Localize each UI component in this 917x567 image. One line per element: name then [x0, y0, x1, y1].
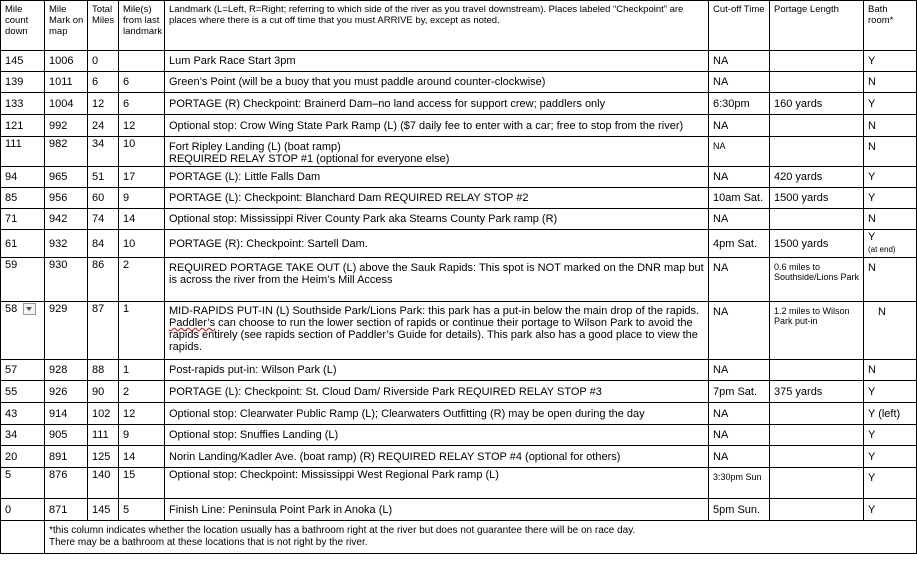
table-row	[1, 403, 917, 425]
countdown-value: 58	[5, 303, 18, 315]
countdown-cell: 94	[1, 167, 45, 188]
cutoff-cell: 4pm Sat.	[709, 230, 770, 258]
table-row	[1, 137, 917, 167]
total-miles-cell: 90	[88, 381, 119, 403]
bathroom-cell: N	[864, 137, 917, 167]
landmark-text: Fort Ripley Landing (L) (boat ramp)	[169, 141, 341, 153]
countdown-cell: 85	[1, 188, 45, 209]
table-row	[1, 51, 917, 72]
table-row	[1, 209, 917, 230]
miles-from-last-cell: 1	[119, 302, 165, 360]
total-miles-cell: 86	[88, 258, 119, 302]
portage-cell	[770, 115, 864, 137]
landmark-text-2: REQUIRED RELAY STOP #1 (optional for everyone else)	[169, 153, 450, 165]
miles-from-last-cell: 10	[119, 230, 165, 258]
miles-from-last-cell: 14	[119, 209, 165, 230]
cutoff-cell: 7pm Sat.	[709, 381, 770, 403]
landmark-cell: Optional stop: Mississippi River County Park aka Stearns County Park ramp (R)	[165, 209, 709, 230]
portage-cell	[770, 425, 864, 446]
portage-cell	[770, 72, 864, 93]
landmark-cell: Optional stop: Clearwater Public Ramp (L); Clearwaters Outfitting (R) may be open during the day	[165, 403, 709, 425]
total-miles-cell: 88	[88, 360, 119, 381]
bathroom-cell: Y	[864, 381, 917, 403]
countdown-cell: 55	[1, 381, 45, 403]
table-row	[1, 446, 917, 468]
mile-mark-cell: 992	[45, 115, 88, 137]
footnote-row	[1, 521, 917, 554]
total-miles-cell: 34	[88, 137, 119, 167]
landmark-text-c: can choose to run the lower section of rapids or continue their portage to Wilson Park to avoid the rapids entirely (see rapids section of Paddler’s Guide for details). This park also has a good place to view the rapids.	[169, 317, 698, 353]
header-bathroom: Bath room*	[864, 1, 917, 51]
countdown-cell: 61	[1, 230, 45, 258]
countdown-cell: 34	[1, 425, 45, 446]
portage-cell	[770, 468, 864, 499]
table-row	[1, 72, 917, 93]
mile-mark-cell: 956	[45, 188, 88, 209]
total-miles-cell: 84	[88, 230, 119, 258]
total-miles-cell: 51	[88, 167, 119, 188]
landmark-cell: Post-rapids put-in: Wilson Park (L)	[165, 360, 709, 381]
landmark-cell: REQUIRED PORTAGE TAKE OUT (L) above the Sauk Rapids: This spot is NOT marked on the DNR map but is across the river from the Heim’s Mill Access	[165, 258, 709, 302]
portage-cell: 420 yards	[770, 167, 864, 188]
cutoff-cell: NA	[709, 425, 770, 446]
miles-from-last-cell: 9	[119, 188, 165, 209]
header-miles-from-last: Mile(s) from last landmark	[119, 1, 165, 51]
header-portage: Portage Length	[770, 1, 864, 51]
portage-cell: 375 yards	[770, 381, 864, 403]
bathroom-cell: Y	[864, 167, 917, 188]
cutoff-cell: NA	[709, 209, 770, 230]
bathroom-value: Y	[868, 231, 876, 243]
mile-mark-cell: 1011	[45, 72, 88, 93]
cutoff-cell: NA	[709, 137, 770, 167]
portage-cell: 1500 yards	[770, 188, 864, 209]
footnote-line-1: *this column indicates whether the location usually has a bathroom right at the river but does not guarantee there will be on race day.	[49, 525, 636, 536]
landmark-cell: PORTAGE (L): Little Falls Dam	[165, 167, 709, 188]
mile-mark-cell: 871	[45, 499, 88, 521]
table-row	[1, 468, 917, 499]
header-row	[1, 1, 917, 51]
table-row	[1, 188, 917, 209]
cutoff-cell: 6:30pm	[709, 93, 770, 115]
header-total-miles: Total Miles	[88, 1, 119, 51]
footnote	[45, 521, 917, 554]
bathroom-cell: Y	[864, 51, 917, 72]
total-miles-cell: 125	[88, 446, 119, 468]
total-miles-cell: 145	[88, 499, 119, 521]
landmark-cell: Norin Landing/Kadler Ave. (boat ramp) (R) REQUIRED RELAY STOP #4 (optional for others)	[165, 446, 709, 468]
mile-mark-cell: 929	[45, 302, 88, 360]
total-miles-cell: 111	[88, 425, 119, 446]
mile-mark-cell: 942	[45, 209, 88, 230]
cutoff-cell: NA	[709, 258, 770, 302]
total-miles-cell: 60	[88, 188, 119, 209]
miles-from-last-cell: 9	[119, 425, 165, 446]
mile-mark-cell: 926	[45, 381, 88, 403]
portage-cell	[770, 51, 864, 72]
countdown-cell: 71	[1, 209, 45, 230]
countdown-cell: 43	[1, 403, 45, 425]
table-row	[1, 230, 917, 258]
mile-mark-cell: 876	[45, 468, 88, 499]
chevron-down-icon[interactable]	[23, 303, 36, 315]
total-miles-cell: 24	[88, 115, 119, 137]
mile-mark-cell: 932	[45, 230, 88, 258]
header-landmark: Landmark (L=Left, R=Right; referring to which side of the river as you travel downstream). Places labeled “Checkpoint” are places where there is a cut off time that you must ARRIVE by, except as noted.	[165, 1, 709, 51]
miles-from-last-cell: 2	[119, 258, 165, 302]
header-mile-mark: Mile Mark on map	[45, 1, 88, 51]
cutoff-cell: NA	[709, 403, 770, 425]
cutoff-cell: NA	[709, 446, 770, 468]
total-miles-cell: 74	[88, 209, 119, 230]
landmark-text-b: Paddler’s	[169, 317, 216, 329]
miles-from-last-cell: 1	[119, 360, 165, 381]
table-row	[1, 93, 917, 115]
miles-from-last-cell	[119, 51, 165, 72]
mile-mark-cell: 1004	[45, 93, 88, 115]
table-row	[1, 167, 917, 188]
bathroom-cell: Y	[864, 446, 917, 468]
landmark-cell: PORTAGE (R): Checkpoint: Sartell Dam.	[165, 230, 709, 258]
total-miles-cell: 12	[88, 93, 119, 115]
portage-cell: 160 yards	[770, 93, 864, 115]
mile-mark-cell: 928	[45, 360, 88, 381]
countdown-cell[interactable]	[1, 302, 45, 360]
table-row	[1, 258, 917, 302]
landmark-cell: PORTAGE (L): Checkpoint: St. Cloud Dam/ Riverside Park REQUIRED RELAY STOP #3	[165, 381, 709, 403]
landmark-cell	[165, 302, 709, 360]
miles-from-last-cell: 10	[119, 137, 165, 167]
cutoff-cell: 3:30pm Sun	[709, 468, 770, 499]
bathroom-cell: Y	[864, 499, 917, 521]
miles-from-last-cell: 5	[119, 499, 165, 521]
table-row	[1, 360, 917, 381]
portage-cell: 0.6 miles to Southside/Lions Park	[770, 258, 864, 302]
bathroom-cell: N	[864, 302, 917, 360]
miles-from-last-cell: 2	[119, 381, 165, 403]
portage-cell	[770, 360, 864, 381]
landmark-cell: Optional stop: Snuffies Landing (L)	[165, 425, 709, 446]
header-countdown: Mile count down	[1, 1, 45, 51]
miles-from-last-cell: 17	[119, 167, 165, 188]
cutoff-cell: NA	[709, 360, 770, 381]
landmark-cell: Optional stop: Crow Wing State Park Ramp (L) ($7 daily fee to enter with a car; free to stop from the river)	[165, 115, 709, 137]
miles-from-last-cell: 15	[119, 468, 165, 499]
table-row	[1, 425, 917, 446]
bathroom-cell: N	[864, 258, 917, 302]
bathroom-cell: N	[864, 209, 917, 230]
total-miles-cell: 87	[88, 302, 119, 360]
countdown-cell: 0	[1, 499, 45, 521]
header-cutoff: Cut-off Time	[709, 1, 770, 51]
mile-mark-cell: 905	[45, 425, 88, 446]
bathroom-cell: N	[864, 360, 917, 381]
bathroom-cell: Y (left)	[864, 403, 917, 425]
landmark-cell: Green’s Point (will be a buoy that you must paddle around counter-clockwise)	[165, 72, 709, 93]
portage-cell	[770, 403, 864, 425]
table-row	[1, 499, 917, 521]
cutoff-cell: NA	[709, 115, 770, 137]
mile-mark-cell: 982	[45, 137, 88, 167]
mile-mark-cell: 930	[45, 258, 88, 302]
bathroom-cell: Y	[864, 468, 917, 499]
countdown-cell: 5	[1, 468, 45, 499]
portage-cell: 1500 yards	[770, 230, 864, 258]
total-miles-cell: 102	[88, 403, 119, 425]
landmark-cell: Optional stop: Checkpoint: Mississippi West Regional Park ramp (L)	[165, 468, 709, 499]
total-miles-cell: 6	[88, 72, 119, 93]
bathroom-cell: N	[864, 115, 917, 137]
mile-mark-cell: 914	[45, 403, 88, 425]
table-row	[1, 115, 917, 137]
countdown-cell: 139	[1, 72, 45, 93]
countdown-cell: 133	[1, 93, 45, 115]
countdown-cell: 145	[1, 51, 45, 72]
landmark-cell: PORTAGE (L): Checkpoint: Blanchard Dam REQUIRED RELAY STOP #2	[165, 188, 709, 209]
mile-mark-cell: 1006	[45, 51, 88, 72]
portage-cell	[770, 499, 864, 521]
bathroom-cell: Y	[864, 93, 917, 115]
table-row	[1, 302, 917, 360]
bathroom-note: (at end)	[868, 245, 896, 254]
table-row	[1, 381, 917, 403]
mile-mark-cell: 891	[45, 446, 88, 468]
cutoff-cell: NA	[709, 167, 770, 188]
miles-from-last-cell: 12	[119, 115, 165, 137]
landmark-text-a: MID-RAPIDS PUT-IN (L) Southside Park/Lions Park: this park has a put-in below the main drop of the rapids.	[169, 305, 700, 317]
portage-cell	[770, 209, 864, 230]
cutoff-cell: 5pm Sun.	[709, 499, 770, 521]
bathroom-cell: N	[864, 72, 917, 93]
miles-from-last-cell: 6	[119, 72, 165, 93]
countdown-cell: 121	[1, 115, 45, 137]
miles-from-last-cell: 6	[119, 93, 165, 115]
landmark-cell: Lum Park Race Start 3pm	[165, 51, 709, 72]
portage-cell	[770, 137, 864, 167]
countdown-cell: 59	[1, 258, 45, 302]
countdown-cell: 20	[1, 446, 45, 468]
countdown-cell: 57	[1, 360, 45, 381]
total-miles-cell: 140	[88, 468, 119, 499]
landmark-cell: Finish Line: Peninsula Point Park in Anoka (L)	[165, 499, 709, 521]
miles-from-last-cell: 14	[119, 446, 165, 468]
bathroom-cell: Y	[864, 188, 917, 209]
countdown-cell: 111	[1, 137, 45, 167]
bathroom-cell: Y	[864, 425, 917, 446]
miles-from-last-cell: 12	[119, 403, 165, 425]
cutoff-cell: NA	[709, 51, 770, 72]
footnote-line-2: There may be a bathroom at these locations that is not right by the river.	[49, 537, 368, 548]
bathroom-cell	[864, 230, 917, 258]
cutoff-cell: 10am Sat.	[709, 188, 770, 209]
portage-cell: 1.2 miles to Wilson Park put-in	[770, 302, 864, 360]
landmark-cell: PORTAGE (R) Checkpoint: Brainerd Dam–no land access for support crew; paddlers only	[165, 93, 709, 115]
total-miles-cell: 0	[88, 51, 119, 72]
mile-mark-cell: 965	[45, 167, 88, 188]
cutoff-cell: NA	[709, 302, 770, 360]
portage-cell	[770, 446, 864, 468]
landmark-cell	[165, 137, 709, 167]
cutoff-cell: NA	[709, 72, 770, 93]
